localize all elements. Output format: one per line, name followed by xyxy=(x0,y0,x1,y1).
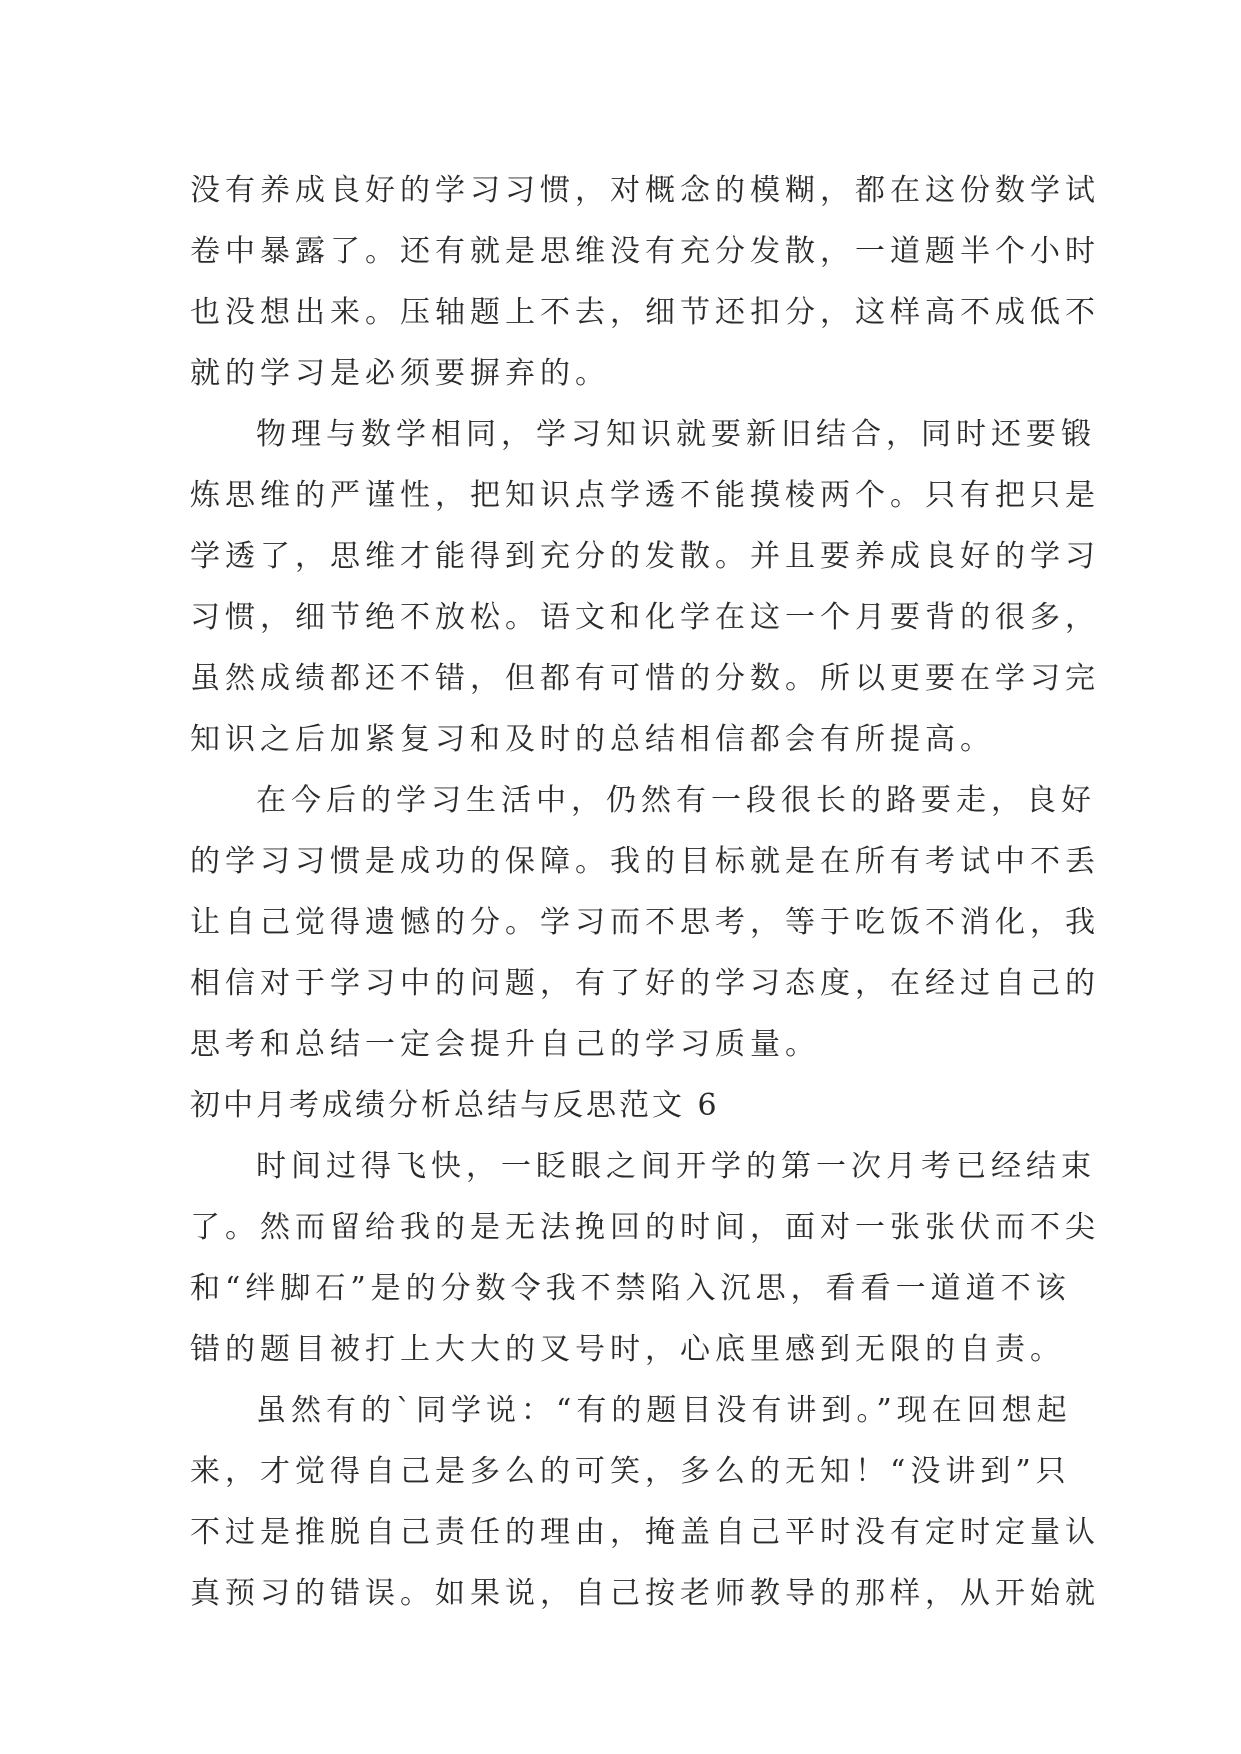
text-line: 不过是推脱自己责任的理由，掩盖自己平时没有定时定量认 xyxy=(190,1515,1100,1550)
section-heading: 初中月考成绩分析总结与反思范文 6 xyxy=(190,1088,720,1123)
text-line: 卷中暴露了。还有就是思维没有充分发散，一道题半个小时 xyxy=(190,234,1100,269)
text-line: 思考和总结一定会提升自己的学习质量。 xyxy=(190,1027,820,1062)
paragraph-first-line: 物理与数学相同，学习知识就要新旧结合，同时还要锻 xyxy=(256,417,1096,452)
text-line: 虽然成绩都还不错，但都有可惜的分数。所以更要在学习完 xyxy=(190,661,1100,696)
text-line: 来，才觉得自己是多么的可笑，多么的无知！“没讲到”只 xyxy=(190,1454,1071,1489)
paragraph-first-line: 在今后的学习生活中，仍然有一段很长的路要走，良好 xyxy=(256,783,1096,818)
paragraph-first-line: 时间过得飞快，一眨眼之间开学的第一次月考已经结束 xyxy=(256,1149,1096,1184)
text-line: 的学习习惯是成功的保障。我的目标就是在所有考试中不丢 xyxy=(190,844,1100,879)
text-line: 了。然而留给我的是无法挽回的时间，面对一张张伏而不尖 xyxy=(190,1210,1100,1245)
text-line: 习惯，细节绝不放松。语文和化学在这一个月要背的很多， xyxy=(190,600,1100,635)
text-line: 知识之后加紧复习和及时的总结相信都会有所提高。 xyxy=(190,722,995,757)
text-line: 没有养成良好的学习习惯，对概念的模糊，都在这份数学试 xyxy=(190,173,1100,208)
text-line: 就的学习是必须要摒弃的。 xyxy=(190,356,610,391)
document-body xyxy=(190,160,1100,1624)
text-line: 真预习的错误。如果说，自己按老师教导的那样，从开始就 xyxy=(190,1576,1100,1611)
text-line: 错的题目被打上大大的叉号时，心底里感到无限的自责。 xyxy=(190,1332,1065,1367)
text-line: 炼思维的严谨性，把知识点学透不能摸棱两个。只有把只是 xyxy=(190,478,1100,513)
text-line: 也没想出来。压轴题上不去，细节还扣分，这样高不成低不 xyxy=(190,295,1100,330)
text-line: 和“绊脚石”是的分数令我不禁陷入沉思，看看一道道不该 xyxy=(190,1271,1071,1306)
text-line: 学透了，思维才能得到充分的发散。并且要养成良好的学习 xyxy=(190,539,1100,574)
text-line: 相信对于学习中的问题，有了好的学习态度，在经过自己的 xyxy=(190,966,1100,1001)
text-line: 让自己觉得遗憾的分。学习而不思考，等于吃饭不消化，我 xyxy=(190,905,1100,940)
paragraph-first-line: 虽然有的`同学说：“有的题目没有讲到。”现在回想起 xyxy=(256,1393,1072,1428)
